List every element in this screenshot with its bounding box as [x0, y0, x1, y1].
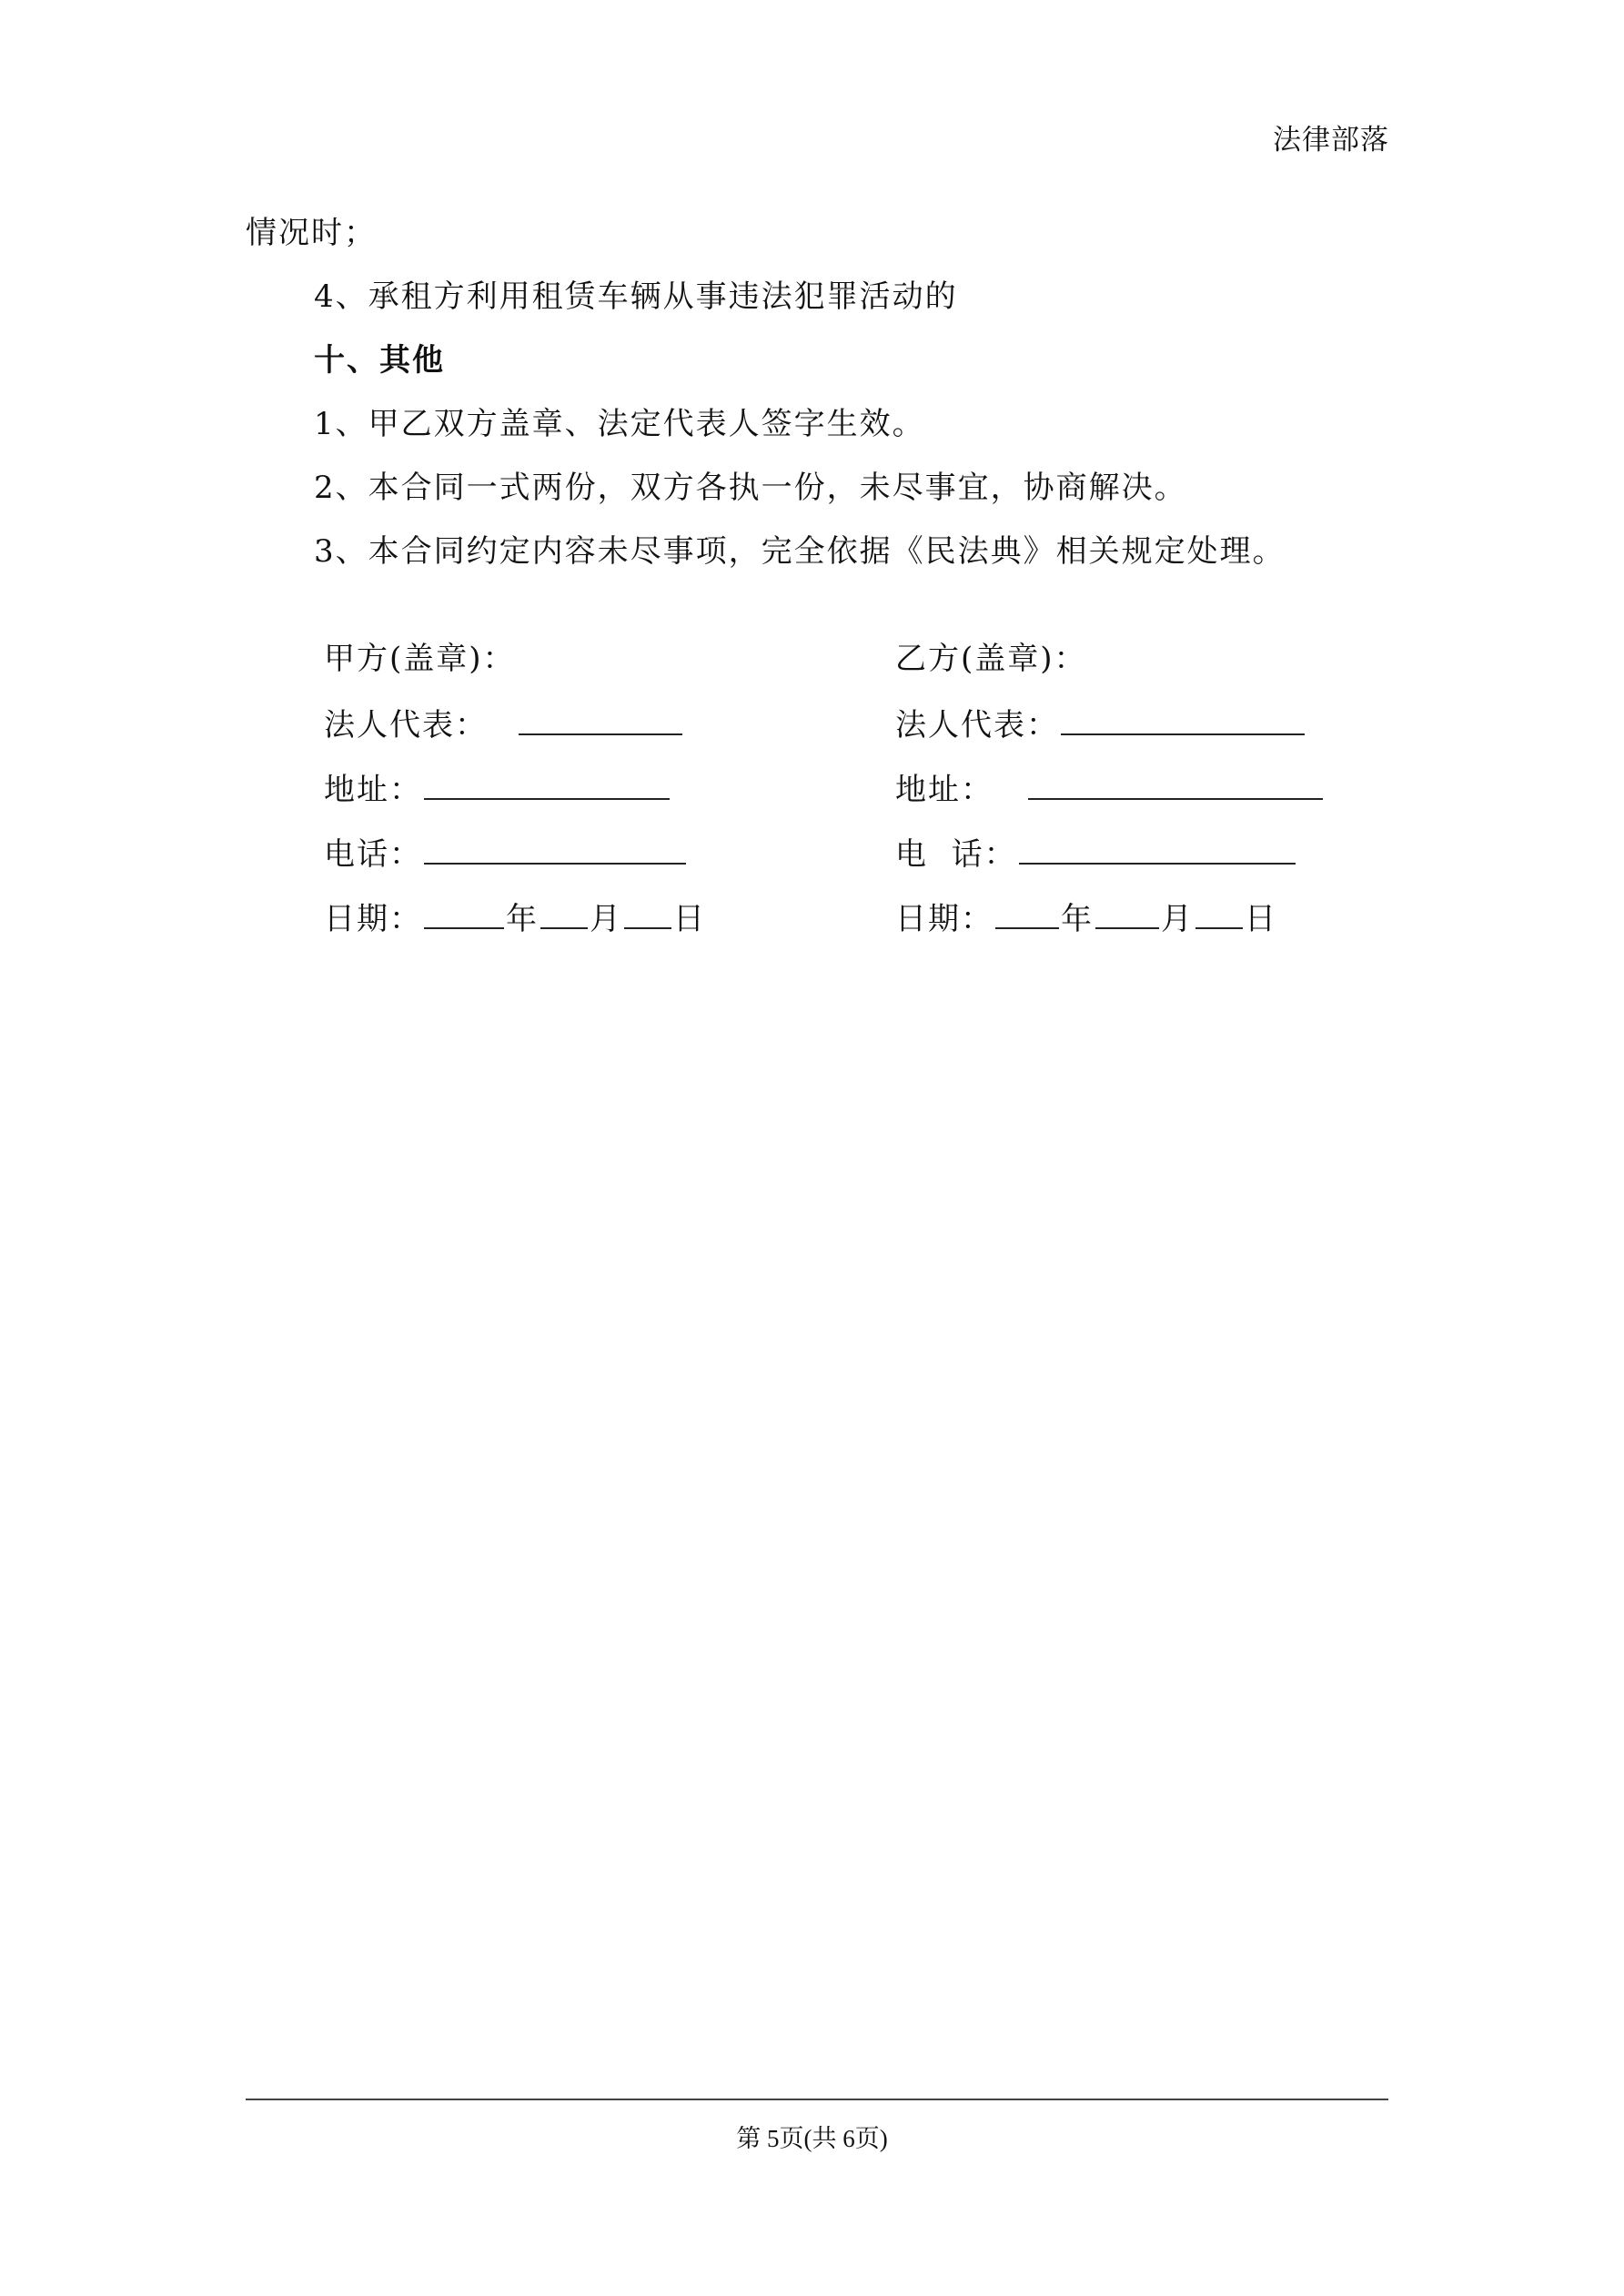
party-b-year-blank: [995, 896, 1059, 929]
party-a-year-label: 年: [506, 901, 539, 937]
party-a-day-label: 日: [673, 901, 706, 937]
page-number: 第 5页(共 6页): [736, 2125, 888, 2152]
party-b-rep-blank: [1061, 703, 1305, 735]
list-item-4: 4、承租方利用租赁车辆从事违法犯罪活动的: [314, 278, 958, 315]
party-a-month-blank: [540, 896, 588, 929]
party-b-date-label: 日期：: [895, 901, 994, 937]
party-a-date-row: [324, 896, 706, 940]
party-a-address-label: 地址：: [324, 772, 422, 808]
party-b-address-label: 地址：: [895, 772, 994, 808]
party-a-address-blank: [424, 767, 670, 800]
party-b-day-label: 日: [1245, 901, 1277, 937]
party-b-rep-label: 法人代表：: [895, 707, 1059, 743]
party-a-day-blank: [624, 896, 671, 929]
party-b-address-blank: [1028, 767, 1323, 800]
party-a-rep-row: [324, 703, 684, 746]
clause-3: 3、本合同约定内容未尽事项，完全依据《民法典》相关规定处理。: [314, 533, 1286, 570]
clause-1: 1、甲乙双方盖章、法定代表人签字生效。: [314, 406, 925, 442]
party-b-title: 乙方(盖章)：: [895, 641, 1087, 677]
party-a-address-row: [324, 767, 671, 811]
section-title-other: 十、其他: [314, 342, 445, 379]
party-a-phone-label: 电话：: [324, 836, 422, 873]
party-b-address-row: [895, 767, 1325, 811]
footer-divider: [246, 2099, 1388, 2100]
party-b-rep-row: [895, 703, 1306, 746]
clause-2: 2、本合同一式两份，双方各执一份，未尽事宜，协商解决。: [314, 470, 1187, 506]
party-b-phone-blank: [1019, 832, 1296, 865]
header-brand: 法律部落: [1273, 124, 1389, 157]
party-a-title: 甲方(盖章)：: [324, 641, 516, 677]
party-b-month-blank: [1095, 896, 1159, 929]
party-b-day-blank: [1195, 896, 1243, 929]
party-a-month-label: 月: [590, 901, 622, 937]
party-b-month-label: 月: [1161, 901, 1194, 937]
party-a-rep-blank: [519, 703, 682, 735]
party-a-phone-row: [324, 832, 688, 875]
party-a-year-blank: [424, 896, 504, 929]
party-a-phone-blank: [424, 832, 686, 865]
party-a-rep-label: 法人代表：: [324, 707, 488, 743]
party-b-date-row: [895, 896, 1277, 940]
party-b-phone-row: [895, 832, 1297, 875]
party-b-phone-label: 电 话：: [895, 836, 1017, 873]
continuation-text: 情况时；: [246, 215, 377, 251]
party-b-year-label: 年: [1061, 901, 1094, 937]
party-a-date-label: 日期：: [324, 901, 422, 937]
